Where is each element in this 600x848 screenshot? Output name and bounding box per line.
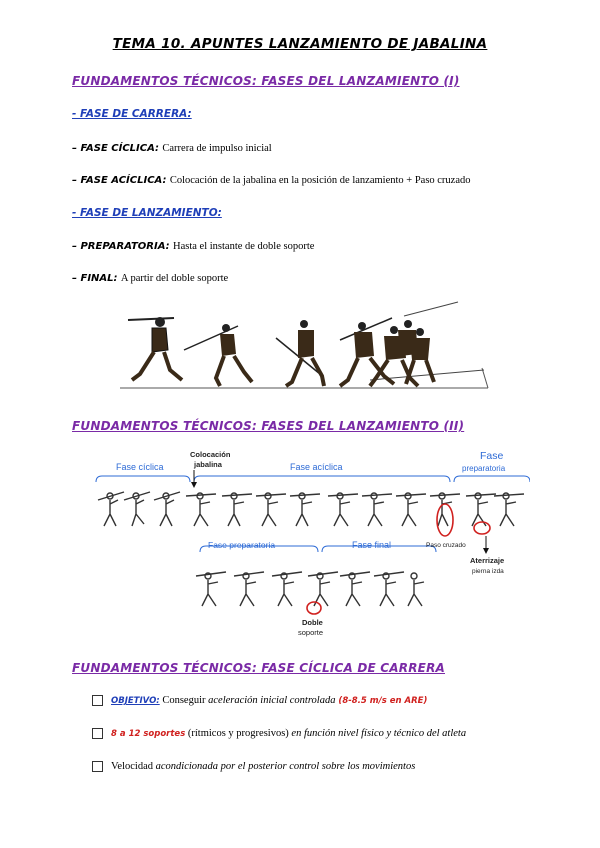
section-heading-fases-ii: FUNDAMENTOS TÉCNICOS: FASES DEL LANZAMIENTO (II) — [72, 419, 465, 433]
label-fase-final: Fase final — [352, 540, 392, 550]
bullet-emphasis: acondicionada por el posterior control sobre los movimientos — [155, 761, 416, 772]
label-aterrizaje: Aterrizaje — [470, 556, 505, 565]
label-soporte: soporte — [298, 628, 324, 637]
checkbox-icon — [92, 761, 103, 772]
item-fase-ciclica — [72, 142, 272, 154]
item-label: – FASE CÍCLICA: — [72, 143, 160, 154]
item-preparatoria — [72, 240, 314, 252]
bullet-emphasis: en función nivel físico y técnico del atleta — [291, 728, 467, 739]
bullet-objetivo — [92, 694, 427, 706]
item-fase-aciclica — [72, 174, 471, 186]
page-title: TEMA 10. APUNTES LANZAMIENTO DE JABALINA — [112, 36, 488, 52]
label-colocacion: Colocación — [190, 450, 231, 459]
bullet-label: OBJETIVO: — [111, 696, 160, 706]
label-doble: Doble — [302, 618, 323, 627]
label-fase-aciclica: Fase acíclica — [290, 462, 343, 472]
section-heading-fase-ciclica: FUNDAMENTOS TÉCNICOS: FASE CÍCLICA DE CARRERA — [72, 661, 445, 675]
bullet-text: (rítmicos y progresivos) — [185, 728, 292, 739]
label-jabalina: jabalina — [194, 460, 222, 469]
bullet-text: Conseguir — [159, 695, 209, 706]
checkbox-icon — [92, 728, 103, 739]
bullet-text: Velocidad — [111, 761, 156, 772]
label-fase-preparatoria: Fase preparatoria — [208, 540, 276, 550]
phases-diagram — [90, 448, 530, 638]
bullet-soportes — [92, 727, 466, 739]
bullet-velocidad — [92, 760, 415, 772]
item-text: Hasta el instante de doble soporte — [173, 241, 315, 252]
label-pierna-izda: pierna izda — [472, 568, 504, 575]
item-label: – PREPARATORIA: — [72, 241, 170, 252]
checkbox-icon — [92, 695, 103, 706]
bullet-emphasis: aceleración inicial controlada — [208, 695, 336, 706]
item-text: A partir del doble soporte — [120, 273, 229, 284]
label-fase: Fase — [480, 450, 504, 462]
label-preparatoria-top: preparatoria — [462, 464, 506, 473]
label-fase-ciclica: Fase cíclica — [116, 462, 164, 472]
item-text: Carrera de impulso inicial — [162, 143, 272, 154]
subheading-fase-carrera: - FASE DE CARRERA: — [72, 108, 192, 120]
item-final — [72, 272, 228, 284]
bullet-label: 8 a 12 soportes — [111, 729, 186, 739]
item-label: – FINAL: — [72, 273, 118, 284]
javelin-sequence-illustration — [108, 298, 490, 394]
subheading-fase-lanzamiento: - FASE DE LANZAMIENTO: — [72, 207, 222, 219]
label-paso-cruzado: Paso cruzado — [426, 542, 466, 549]
bullet-red-note: (8-8.5 m/s en ARE) — [335, 696, 428, 706]
item-label: – FASE ACÍCLICA: — [72, 175, 167, 186]
item-text: Colocación de la jabalina en la posición de lanzamiento + Paso cruzado — [169, 175, 471, 186]
section-heading-fases-i: FUNDAMENTOS TÉCNICOS: FASES DEL LANZAMIENTO (I) — [72, 74, 460, 88]
